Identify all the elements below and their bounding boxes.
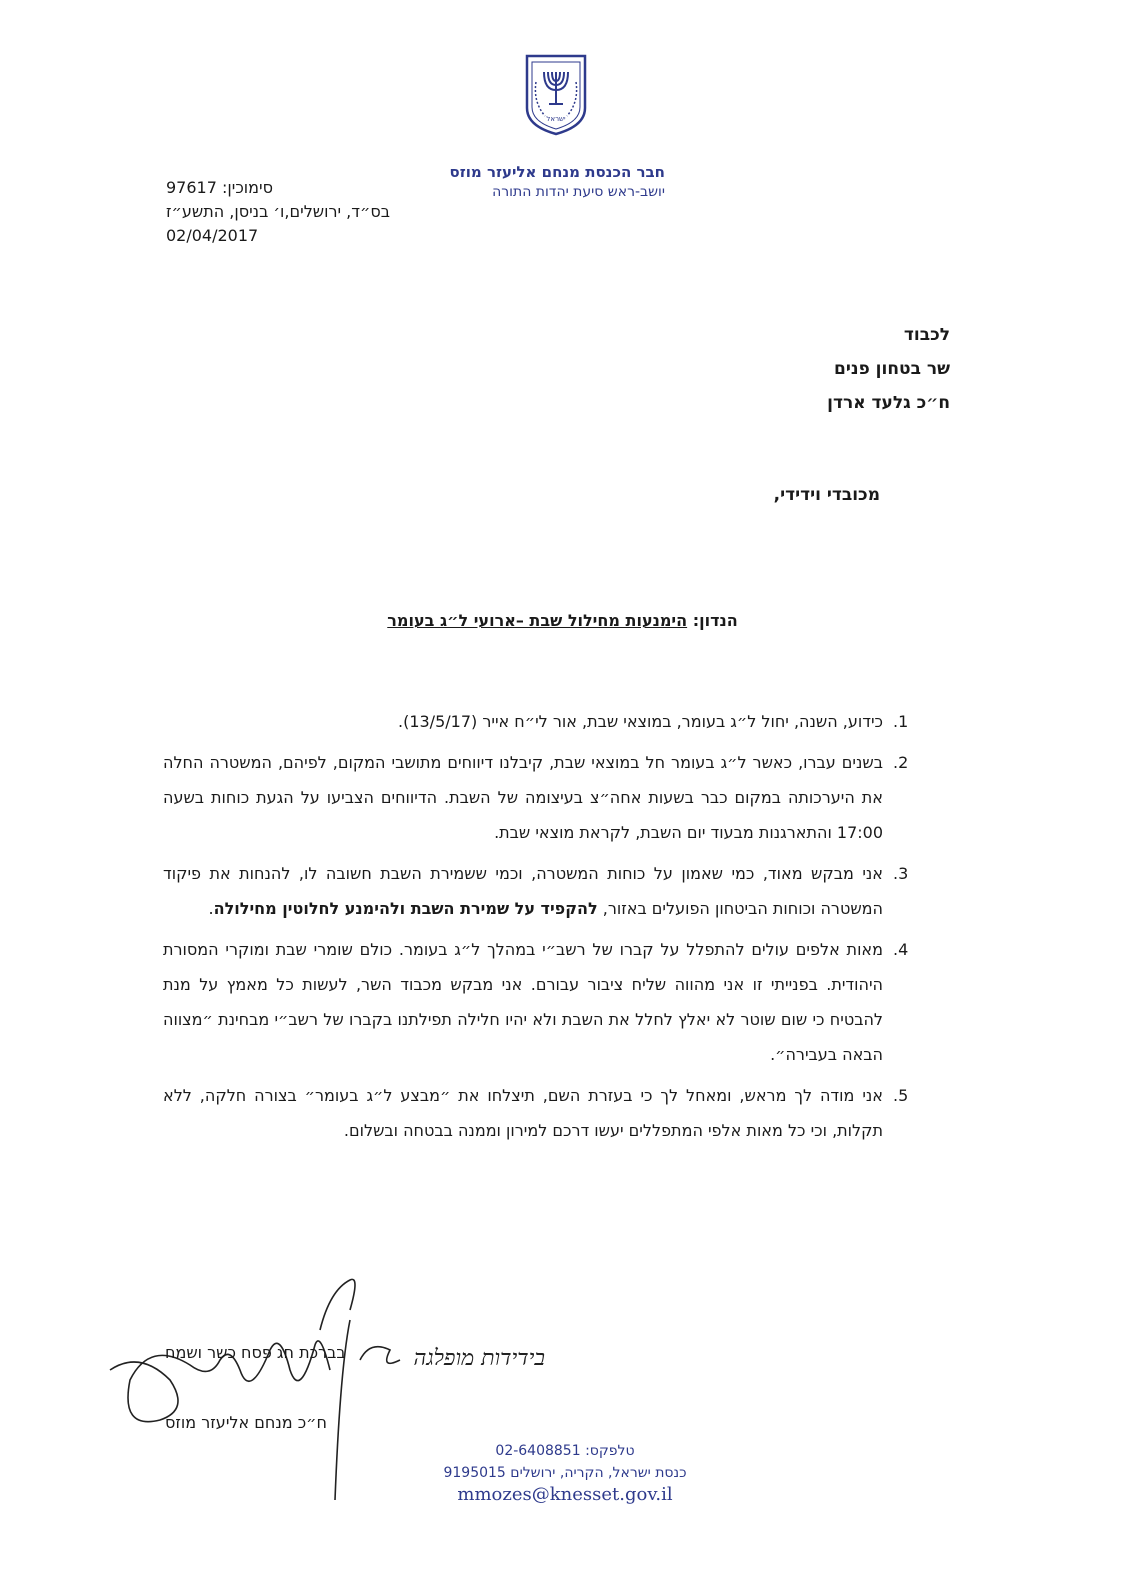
item-text: אני מודה לך מראש, ומאחל לך כי בעזרת השם, תיצלחו את ״מבצע ל״ג בעומר״ בצורה חלקה, ללא תקלות, וכי כל מאות אלפי המתפללים יעשו דרכם למירון וממנה בבטחה ובשלום. [163,1086,883,1140]
list-item [163,1078,909,1148]
sender-block [450,162,665,202]
item-number: 5. [893,1086,909,1105]
list-item [163,704,909,739]
gregorian-date: 02/04/2017 [166,226,259,245]
closing-block [165,1318,346,1458]
list-item [163,856,909,926]
item-number: 3. [893,864,909,883]
addressee-line-3: ח״כ גלעד ארדן [827,393,950,413]
item-number: 4. [893,940,909,959]
letter-body [163,704,909,1154]
closing-blessing: בברכת חג פסח כשר ושמח [165,1343,346,1362]
signer-name: ח״כ מנחם אליעזר מוזס [165,1413,327,1432]
item-text: מאות אלפים עולים להתפלל על קברו של רשב״י במהלך ל״ג בעומר. כולם שומרי שבת ומוקרי המסורת היהודית. בפנייתי זו אני מהווה שליח ציבור עבורם. אני מבקש מכבוד השר, לעשות כל מאמץ על מנת להבטיח כי שום שוטר לא יאלץ לחלל את השבת ולא יהיו חלילה תפילתנו בקברו של רשב״י מבחינת ״מצווה הבאה בעבירה״. [163,940,883,1064]
item-text: אני מבקש מאוד, כמי שאמון על כוחות המשטרה, וכמי ששמירת השבת חשובה לו, להנחות את פיקוד המשטרה וכוחות הביטחון הפועלים באזור, [163,864,883,918]
greeting: מכובדי וידידי, [773,485,880,505]
letter-meta [166,176,390,248]
addressee-block [827,318,950,420]
addressee-line-2: שר בטחון פנים [834,359,950,379]
footer-address: כנסת ישראל, הקריה, ירושלים 9195015 [443,1465,687,1481]
subject-line [0,611,1125,630]
emblem-label: ישראל [546,115,566,123]
addressee-line-1: לכבוד [903,325,950,345]
list-item [163,932,909,1072]
list-item [163,745,909,850]
item-tail: . [208,899,214,918]
subject-prefix: הנדון: [687,611,738,630]
subject-topic: הימנעות מחילול שבת –ארועי ל״ג בעומר [387,611,688,630]
sender-name: חבר הכנסת מנחם אליעזר מוזס [449,163,665,181]
item-text: בשנים עברו, כאשר ל״ג בעומר חל במוצאי שבת, קיבלנו דיווחים מתושבי המקום, לפיהם, המשטרה החלה את היערכותה במקום כבר בשעות אחה״צ בעיצומה של השבת. הדיווחים הצביעו על הגעת כוחות בשעה 17:00 והתארגנות מבעוד יום השבת, לקראת מוצאי שבת. [163,753,883,842]
item-text: כידוע, השנה, יחול ל״ג בעומר, במוצאי שבת, אור לי״ח אייר (13/5/17). [397,712,883,731]
item-bold-text: להקפיד על שמירת השבת ולהימנע לחלוטין מחילולה [213,899,598,918]
hebrew-date: בס״ד, ירושלים,ו׳ בניסן, התשע״ז [166,202,390,221]
item-number: 2. [893,753,909,772]
handwritten-note: בידידות מופלגה [413,1346,545,1371]
reference-number: סימוכין: 97617 [166,178,273,197]
state-emblem-logo [523,52,589,136]
footer-contact [420,1440,710,1506]
item-number: 1. [893,712,909,731]
footer-phone: טלפקס: 02-6408851 [495,1443,635,1459]
footer-email-link[interactable]: mmozes@knesset.gov.il [457,1484,673,1505]
sender-role: יושב-ראש סיעת יהדות התורה [492,184,665,200]
